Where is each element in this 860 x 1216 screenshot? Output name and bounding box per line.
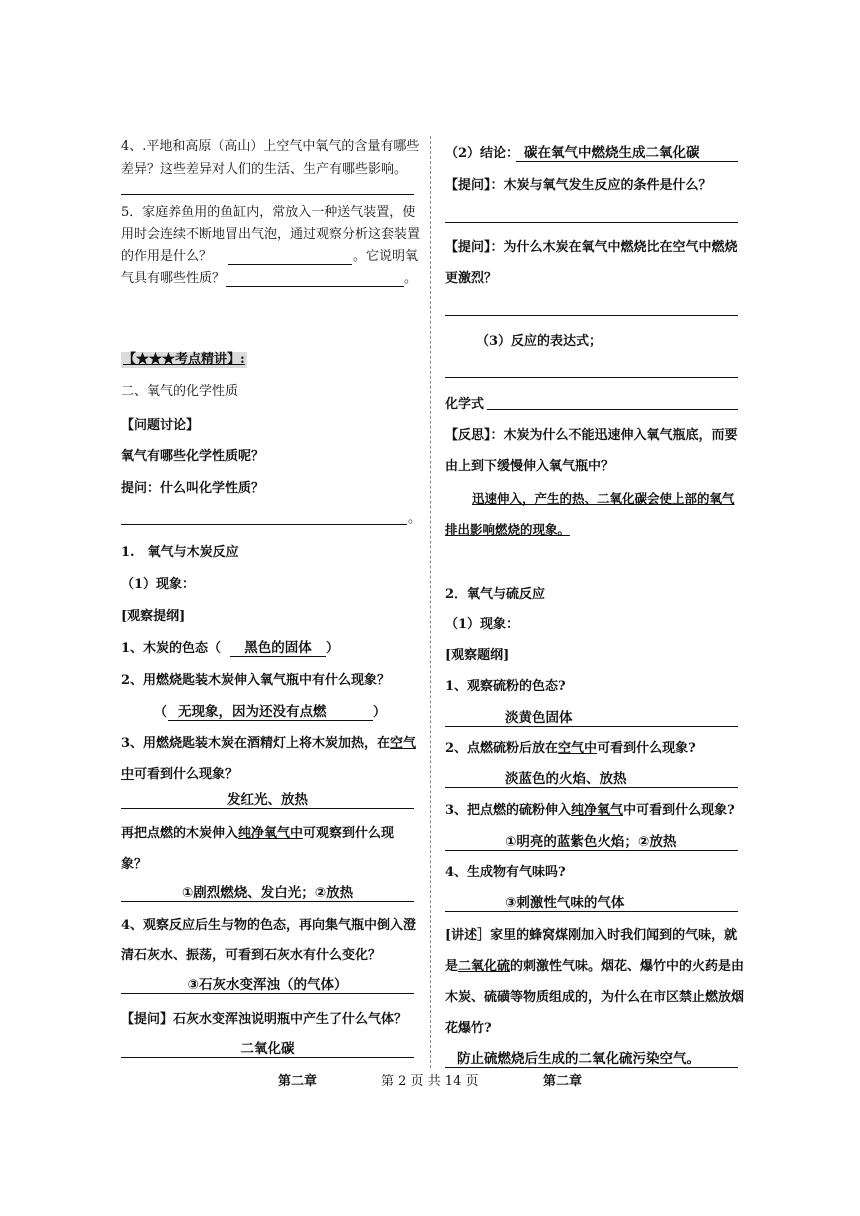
expr-answer-line: [445, 377, 738, 378]
q5-line4-end: 。: [404, 271, 418, 286]
obs3-line2-text: 可看到什么现象？: [134, 767, 239, 782]
obs2-answer: 无现象，因为还没有点燃: [168, 704, 373, 721]
conclusion-answer: 碳在氧气中燃烧生成二氧化碳: [516, 145, 738, 162]
conclusion-label: （2）结论：: [445, 146, 520, 161]
ask-co2-answer: 二氧化碳: [121, 1041, 414, 1058]
q4-line2: 差异？这些差异对人们的生活、生产有哪些影响。: [121, 162, 408, 177]
item2-title: 2．氧气与硫反应: [445, 587, 546, 602]
outline-label-right: [观察题纲]: [445, 648, 510, 663]
q5-line4: 气具有哪些性质？: [121, 271, 226, 286]
lecture-line3: 木炭、硫磺等物质组成的，为什么在市区禁止燃放烟: [445, 990, 745, 1005]
obs3-line1: [121, 736, 416, 752]
item1-phenomenon: （1）现象：: [121, 577, 196, 592]
ask2-line1: 【提问】：为什么木炭在氧气中燃烧比在空气中燃烧: [445, 240, 738, 255]
section-header: 【★★★考点精讲】:: [123, 352, 245, 367]
lecture-line1: [讲述］家里的蜂窝煤刚加入时我们闻到的气味，就: [445, 928, 738, 943]
lecture-answer: 防止硫燃烧后生成的二氧化硫污染空气。: [445, 1051, 738, 1068]
ask1-answer-line: [445, 222, 738, 223]
column-divider: [430, 136, 431, 1068]
s-obs2-answer: 淡蓝色的火焰、放热: [445, 771, 738, 788]
footer-left-chapter: 第二章: [278, 1074, 318, 1089]
obs3-line1-text: 3、用燃烧匙装木炭在酒精灯上将木炭加热，在: [121, 736, 391, 751]
s-obs2-text-a: 2、点燃硫粉后放在: [445, 741, 559, 756]
obs3b-line1: [121, 826, 394, 842]
q4-line1: 4、.平地和高原（高山）上空气中氧气的含量有哪些: [121, 139, 420, 154]
s-obs3-pure-oxygen: 纯净氧气: [571, 803, 624, 818]
ask1: 【提问】：木炭与氧气发生反应的条件是什么？: [445, 178, 712, 193]
s-obs4: 4、生成物有气味吗?: [445, 865, 566, 880]
s-obs1: 1、观察硫粉的色态?: [445, 679, 566, 694]
obs3-answer: 发红光、放热: [121, 792, 414, 809]
formula-label: 化学式: [445, 397, 485, 412]
obs1-answer: 黑色的固体: [230, 640, 326, 657]
reflect-line2: 由上到下缓慢伸入氧气瓶中？: [445, 459, 615, 474]
q5-line3-end: 。它说明氧: [353, 249, 419, 264]
lecture-line4: 花爆竹?: [445, 1021, 492, 1036]
reflect-answer-line1: 迅速伸入，产生的热、二氧化碳会使上部的氧气: [472, 491, 735, 506]
obs4-line1: 4、观察反应后生与物的色态，再向集气瓶中倒入澄: [121, 918, 417, 933]
obs3-air: 空气: [390, 736, 417, 751]
question-answer-line: [121, 524, 407, 525]
item2-phenomenon: （1）现象：: [445, 617, 520, 632]
lecture-text-c: 的刺激性气味。烟花、爆竹中的火药是由: [510, 959, 745, 974]
s-obs2-air: 空气中: [558, 741, 598, 756]
obs4-answer: ③石灰水变浑浊（的气体）: [121, 977, 414, 994]
s-obs1-answer: 淡黄色固体: [445, 710, 738, 727]
discussion-label: 【问题讨论】: [121, 418, 200, 433]
obs3b-text-c: 可观察到什么现: [303, 826, 395, 841]
q5-line1: 5．家庭养鱼用的鱼缸内，常放入一种送气装置，使: [121, 205, 416, 220]
obs2-question: 2、用燃烧匙装木炭伸入氧气瓶中有什么现象？: [121, 673, 391, 688]
outline-label: [观察提纲]: [121, 609, 186, 624]
reflect-line1: 【反思】：木炭为什么不能迅速伸入氧气瓶底，而要: [445, 428, 738, 443]
q5-blank1: [228, 264, 352, 265]
obs1-suffix: ）: [326, 641, 340, 656]
obs3-middle: 中: [121, 767, 135, 782]
obs3-line2: [121, 767, 238, 783]
lecture-line2: [445, 959, 744, 975]
obs3b-line2: 象？: [121, 857, 148, 872]
obs1-prefix: 1、木炭的色态（: [121, 641, 222, 656]
expr-label: （3）反应的表达式；: [476, 334, 603, 349]
formula-answer-line: [487, 409, 738, 410]
obs3b-pure-oxygen: 纯净氧气中: [238, 826, 304, 841]
obs3b-answer: ①剧烈燃烧、发白光；②放热: [121, 885, 414, 902]
q4-answer-line: [121, 194, 414, 195]
s-obs3-answer: ①明亮的蓝紫色火焰；②放热: [445, 834, 738, 851]
footer-right-chapter: 第二章: [543, 1074, 583, 1089]
q5-line2: 用时会连续不断地冒出气泡，通过观察分析这套装置: [121, 227, 421, 242]
s-obs2: [445, 741, 696, 757]
footer-page-info: 第 2 页 共 14 页: [381, 1074, 479, 1089]
obs2-open: （: [154, 705, 168, 720]
lecture-text-a: 是: [445, 959, 459, 974]
ask-co2: 【提问】石灰水变浑浊说明瓶中产生了什么气体？: [121, 1012, 408, 1027]
obs4-line2: 清石灰水、振荡，可看到石灰水有什么变化？: [121, 948, 382, 963]
s-obs3: [445, 803, 735, 819]
s-obs2-text-c: 可看到什么现象?: [597, 741, 696, 756]
ask2-line2: 更激烈？: [445, 271, 498, 286]
reflect-answer-line2: 排出影响燃烧的现象。: [445, 522, 571, 537]
item1-title: 1. 氧气与木炭反应: [121, 545, 239, 560]
section-title: 二、氧气的化学性质: [121, 384, 239, 399]
lecture-so2: 二氧化硫: [458, 959, 511, 974]
s-obs4-answer: ③刺激性气味的气体: [445, 895, 738, 912]
obs2-close: ）: [373, 705, 387, 720]
question-end: 。: [408, 511, 422, 526]
ask2-answer-line: [445, 315, 738, 316]
question-main: 氧气有哪些化学性质呢？: [121, 449, 265, 464]
q5-blank2: [226, 286, 404, 287]
s-obs3-text-a: 3、把点燃的硫粉伸入: [445, 803, 572, 818]
q5-line3: 的作用是什么？: [121, 249, 213, 264]
s-obs3-text-c: 中可看到什么现象?: [623, 803, 735, 818]
question-ask: 提问：什么叫化学性质？: [121, 481, 265, 496]
obs3b-text-a: 再把点燃的木炭伸入: [121, 826, 239, 841]
